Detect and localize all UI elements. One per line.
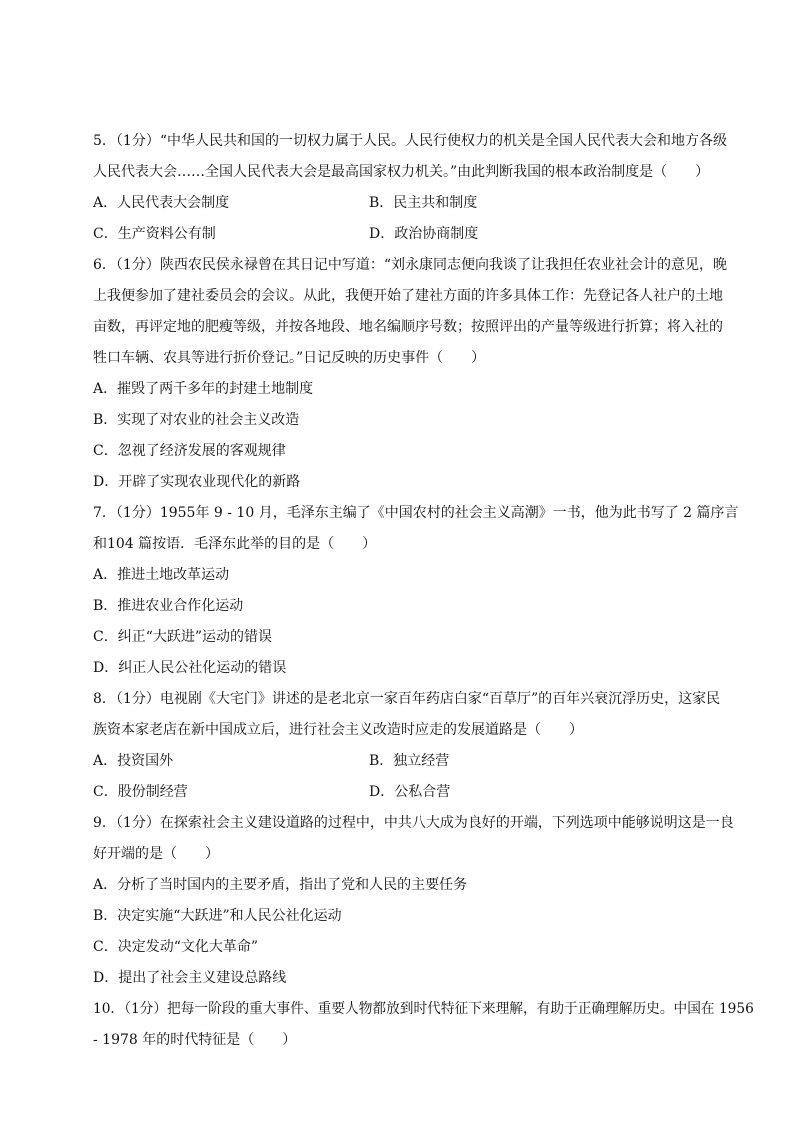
question-8-option-b: B．独立经营 <box>369 753 450 769</box>
question-6-option-c: C．忽视了经济发展的客观规律 <box>93 443 286 459</box>
question-6-option-b: B．实现了对农业的社会主义改造 <box>93 412 300 428</box>
question-5-option-c: C．生产资料公有制 <box>93 226 216 242</box>
question-6-option-a: A．摧毁了两千多年的封建土地制度 <box>93 381 314 397</box>
question-7-option-d: D．纠正人民公社化运动的错误 <box>93 660 287 676</box>
question-7-option-c: C．纠正“大跃进”运动的错误 <box>93 629 273 645</box>
question-6-option-d: D．开辟了实现农业现代化的新路 <box>93 474 301 490</box>
question-8-line-2: 族资本家老店在新中国成立后，进行社会主义改造时应走的发展道路是（ ） <box>93 722 583 738</box>
question-9-line-1: 9．（1分）在探索社会主义建设道路的过程中，中共八大成为良好的开端，下列选项中能够说明这是一良 <box>93 815 734 831</box>
question-5-option-b: B．民主共和制度 <box>369 195 478 211</box>
question-5-line-1: 5．（1分）“中华人民共和国的一切权力属于人民。人民行使权力的机关是全国人民代表大会和地方各级 <box>93 133 727 149</box>
question-6-line-4: 牲口车辆、农具等进行折价登记。”日记反映的历史事件（ ） <box>93 350 486 366</box>
question-7-line-1: 7．（1分）1955年 9 - 10 月，毛泽东主编了《中国农村的社会主义高潮》一书，他为此书写了 2 篇序言 <box>93 505 739 521</box>
question-6-line-2: 上我便参加了建社委员会的会议。从此，我便开始了建社方面的许多具体工作：先登记各人社户的土地 <box>93 288 723 304</box>
question-8-option-a: A．投资国外 <box>93 753 174 769</box>
question-7-option-b: B．推进农业合作化运动 <box>93 598 244 614</box>
question-5-option-d: D．政治协商制度 <box>369 226 479 242</box>
question-7-option-a: A．推进土地改革运动 <box>93 567 230 583</box>
question-6-line-3: 亩数，再评定地的肥瘦等级，并按各地段、地名编顺序号数；按照评出的产量等级进行折算；将入社的 <box>93 319 723 335</box>
question-6-line-1: 6．（1分）陕西农民侯永禄曾在其日记中写道：“刘永康同志便向我谈了让我担任农业社会计的意见，晚 <box>93 257 727 273</box>
question-5-option-a: A．人民代表大会制度 <box>93 195 230 211</box>
question-8-option-d: D．公私合营 <box>369 784 451 800</box>
question-9-option-a: A．分析了当时国内的主要矛盾，指出了党和人民的主要任务 <box>93 877 468 893</box>
question-10-line-2: - 1978 年的时代特征是（ ） <box>93 1032 297 1048</box>
question-8-option-c: C．股份制经营 <box>93 784 188 800</box>
question-5-line-2: 人民代表大会……全国人民代表大会是最高国家权力机关。”由此判断我国的根本政治制度是（ ） <box>93 164 710 180</box>
question-10-line-1: 10．（1分）把每一阶段的重大事件、重要人物都放到时代特征下来理解，有助于正确理解历史。中国在 1956 <box>93 1001 754 1017</box>
question-8-line-1: 8．（1分）电视剧《大宅门》讲述的是老北京一家百年药店白家“百草厅”的百年兴衰沉浮历史，这家民 <box>93 691 721 707</box>
question-9-option-b: B．决定实施“大跃进”和人民公社化运动 <box>93 908 342 924</box>
question-9-option-c: C．决定发动“文化大革命” <box>93 939 259 955</box>
question-9-option-d: D．提出了社会主义建设总路线 <box>93 970 287 986</box>
question-7-line-2: 和104 篇按语．毛泽东此举的目的是（ ） <box>93 536 377 552</box>
question-9-line-2: 好开端的是（ ） <box>93 846 219 862</box>
